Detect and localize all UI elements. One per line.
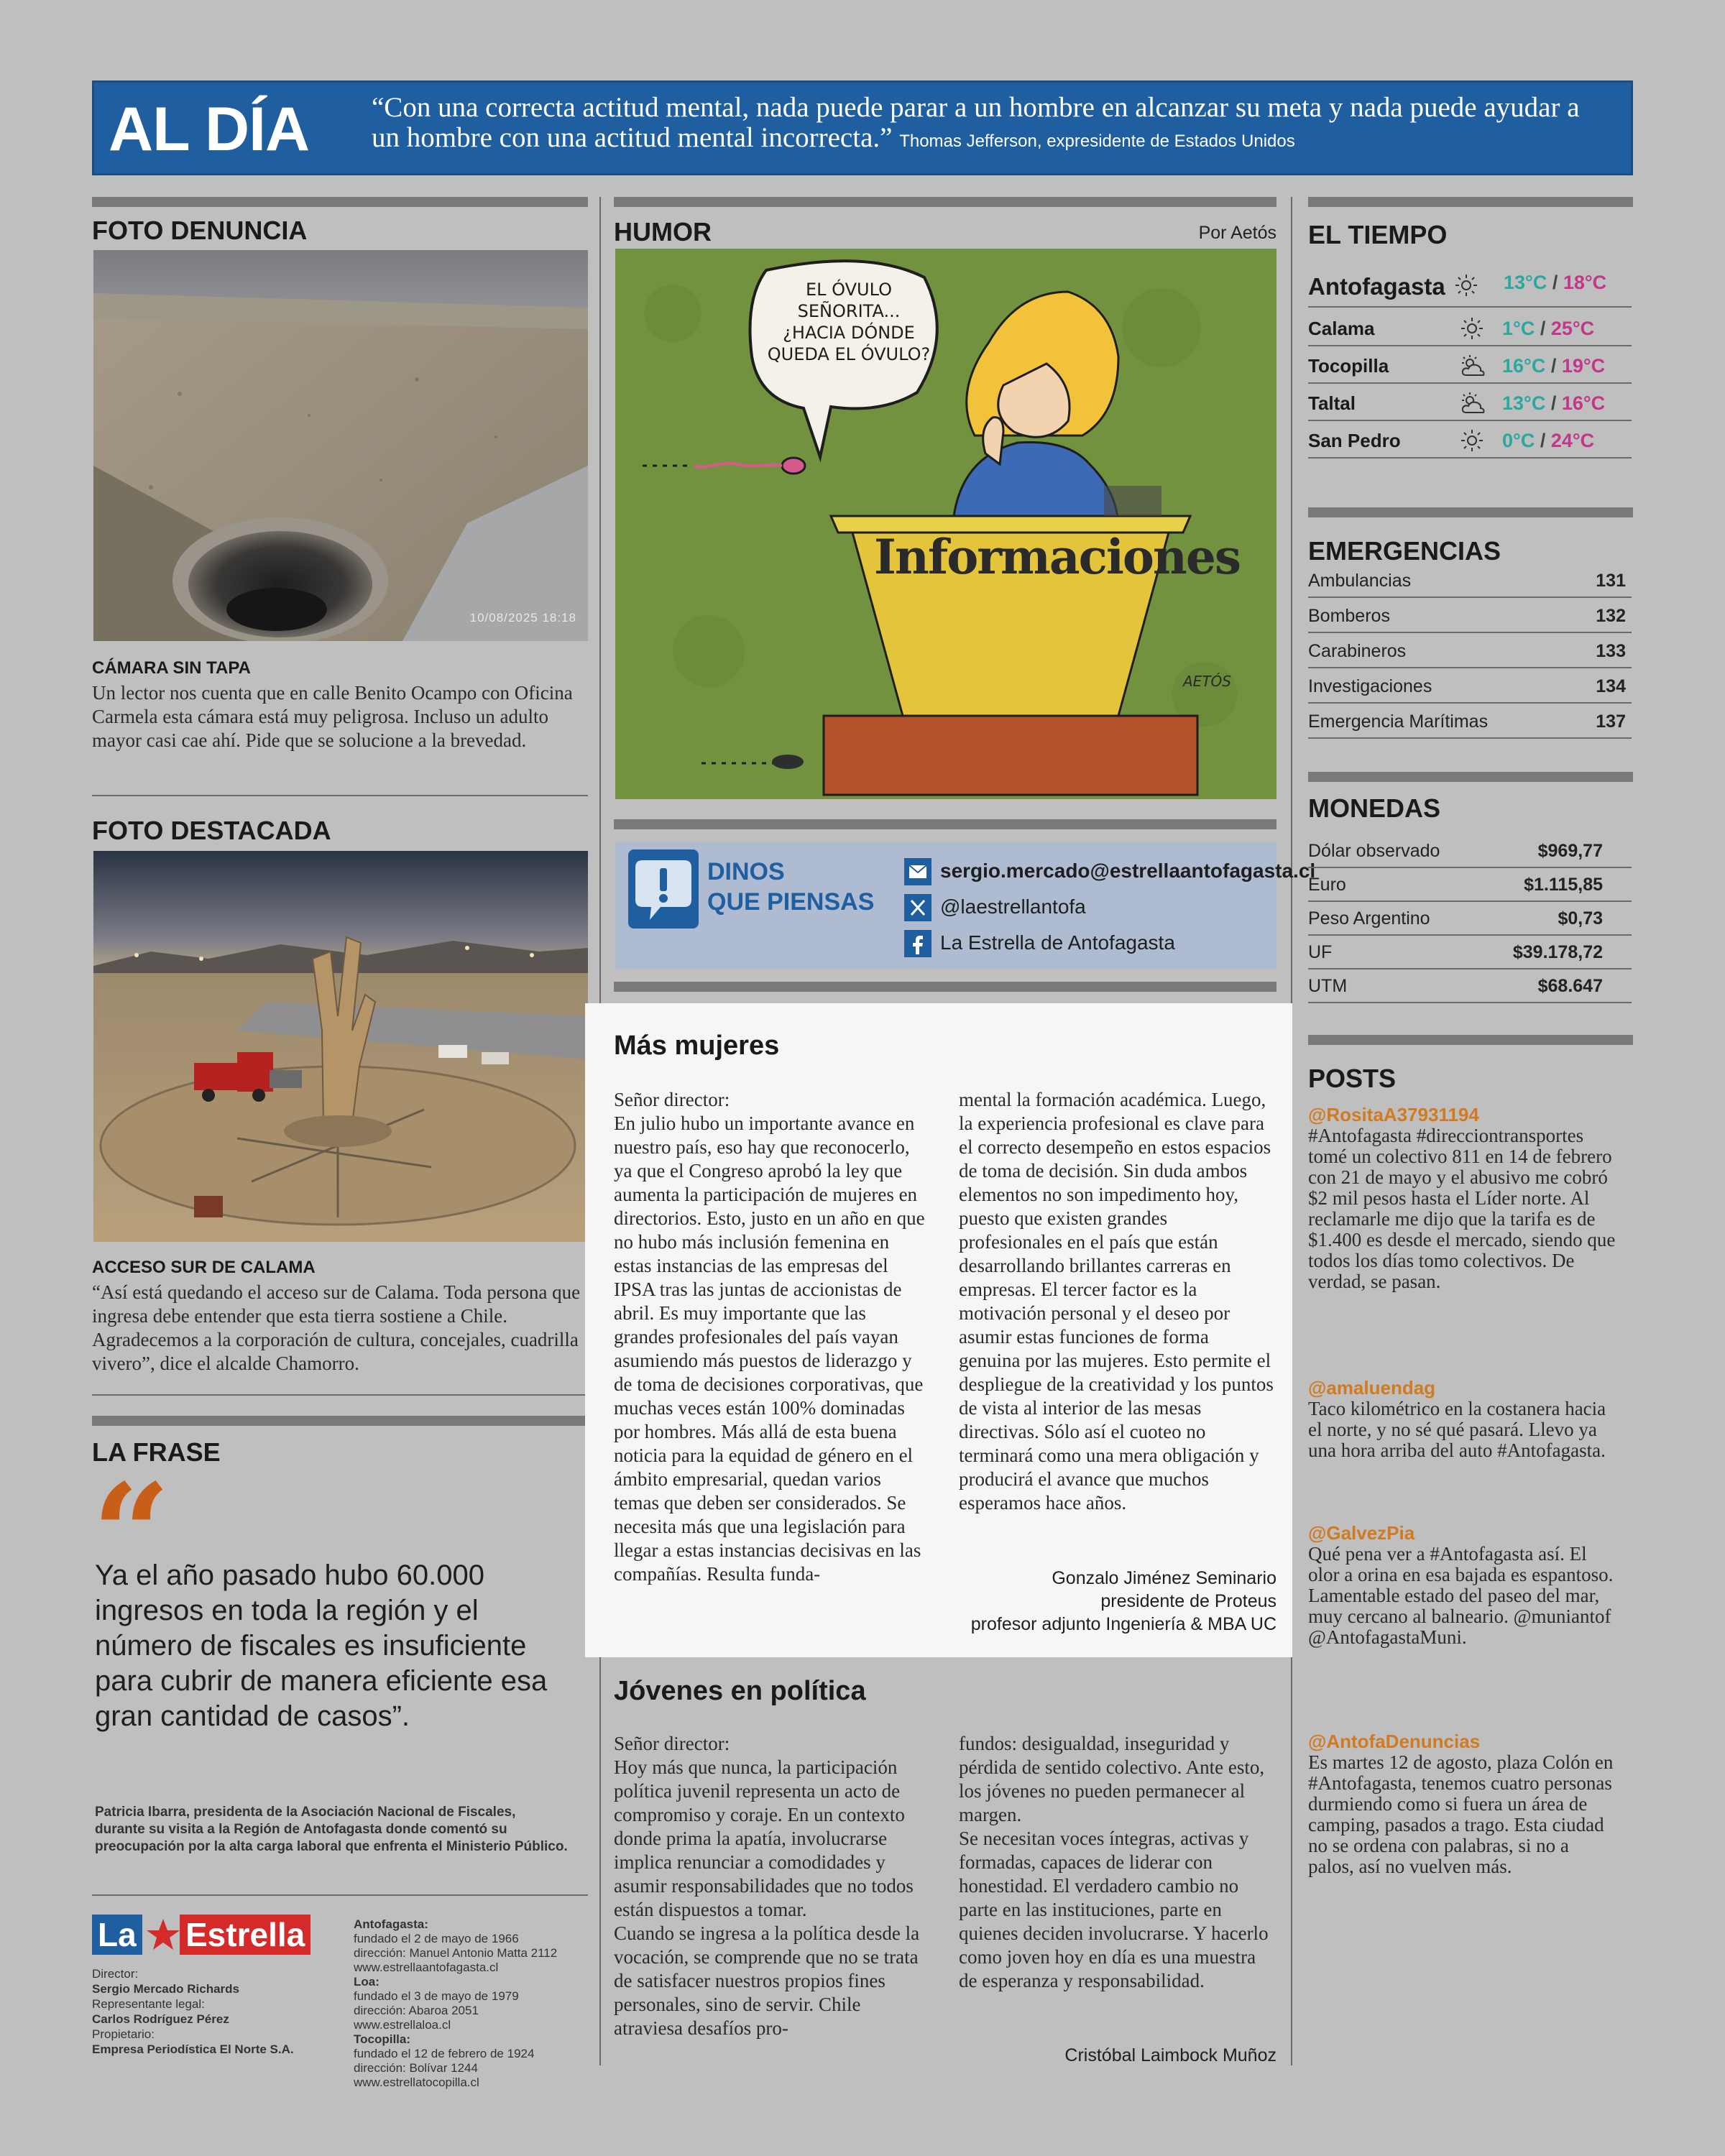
weather-city: Calama [1308, 318, 1375, 339]
currency-value: $68.647 [1537, 976, 1603, 996]
post-handle[interactable]: @amaluendag [1308, 1377, 1436, 1399]
edition-loa [354, 1975, 591, 2032]
edition-city: Loa: [354, 1975, 380, 1989]
post-text: Es martes 12 de agosto, plaza Colón en #Antofagasta, tenemos cuatro personas durmiendo como si fuera un área de camping, pasados a trago. Esta ciudad no se ordena con palabras, si no a palos, así no vuelven más. [1308, 1751, 1614, 1877]
manhole-image [93, 250, 588, 641]
currency-value: $0,73 [1558, 908, 1603, 929]
masthead-staff [92, 1966, 329, 2057]
currency-label: UF [1308, 942, 1333, 962]
post-text: Taco kilométrico en la costanera hacia el norte, y no sé qué pasará. Llevo ya una hora arriba del auto #Antofagasta. [1308, 1398, 1606, 1461]
weather-temps [1502, 392, 1605, 415]
emergency-label: Carabineros [1308, 641, 1407, 661]
foto-destacada-photo [93, 851, 588, 1242]
currency-row [1308, 901, 1632, 936]
quote-mark-icon: “ [92, 1454, 171, 1614]
temp-min: 16°C [1502, 355, 1546, 377]
letter1-column2: mental la formación académica. Luego, la experiencia profesional es clave para el correcto desempeño en estos espacios de toma de decisión. Sin duda ambos elementos no son impedimento hoy, puesto que existen grandes profesionales en el país que están desarrollando brillantes carreras en empresas. El tercer factor es la motivación personal y el deseo por asumir estas funciones de forma genuina por las mujeres. Esto permite el despliegue de la creatividad y los puntos de vista al interior de las mesas directivas. Sólo así el cuoteo no terminará como una mera obligación y producirá el avance que muchos esperamos hace años. [959, 1089, 1274, 1514]
currency-label: UTM [1308, 976, 1348, 996]
quote-author: Thomas Jefferson, expresidente de Estados Unidos [899, 132, 1295, 151]
signature-name: Gonzalo Jiménez Seminario [1052, 1568, 1276, 1588]
masthead-editions [354, 1917, 591, 2090]
weather-row [1308, 267, 1632, 308]
x-icon [904, 894, 932, 921]
currency-label: Dólar observado [1308, 841, 1440, 861]
sun-cloud-icon [1458, 391, 1486, 415]
contact-title [707, 857, 874, 917]
divider [92, 1894, 588, 1896]
foto-denuncia-photo [93, 250, 588, 641]
currency-row [1308, 867, 1632, 902]
contact-title-line2: QUE PIENSAS [707, 888, 875, 916]
currency-row [1308, 834, 1632, 868]
emergency-label: Ambulancias [1308, 571, 1412, 591]
edition-address: dirección: Abaroa 2051 [354, 2004, 479, 2017]
currency-row [1308, 935, 1632, 969]
temp-separator: / [1545, 392, 1562, 414]
temp-separator: / [1535, 318, 1551, 339]
weather-temps [1502, 318, 1594, 340]
facebook-icon [904, 930, 932, 957]
currency-value: $969,77 [1537, 841, 1603, 861]
emergency-label: Investigaciones [1308, 676, 1432, 696]
foto-denuncia-caption: Un lector nos cuenta que en calle Benito Ocampo con Oficina Carmela esta cámara está muy peligrosa. Incluso un adulto mayor casi cae ahí. Pide que se solucione a la brevedad. [92, 682, 573, 751]
post-text: Qué pena ver a #Antofagasta así. El olor a orina en esa bajada es espantoso. Lamentable estado del paseo del mar, muy cercano al balneario. @muniantof @AntofagastaMuni. [1308, 1543, 1614, 1648]
emergency-label: Bomberos [1308, 606, 1390, 626]
newspaper-logo [92, 1915, 326, 1955]
director-label: Director: [92, 1967, 139, 1981]
foto-denuncia-heading: FOTO DENUNCIA [92, 216, 308, 245]
edition-city: Tocopilla: [354, 2032, 411, 2046]
posts-heading: POSTS [1308, 1064, 1397, 1093]
section-rule [1308, 197, 1633, 207]
edition-address: dirección: Manuel Antonio Matta 2112 [354, 1946, 558, 1960]
signature-role: profesor adjunto Ingeniería & MBA UC [970, 1614, 1276, 1634]
letter1-signature [959, 1567, 1276, 1636]
signature-role: presidente de Proteus [1100, 1591, 1276, 1611]
section-banner [92, 80, 1633, 175]
section-rule [1308, 507, 1633, 517]
emergency-value: 134 [1596, 676, 1626, 696]
emergency-value: 133 [1596, 641, 1626, 661]
weather-row [1308, 348, 1632, 384]
emergencias-heading: EMERGENCIAS [1308, 536, 1501, 566]
letter2-column1: Señor director: Hoy más que nunca, la participación política juvenil representa un acto de compromiso y coraje. En un contexto donde prima la apatía, involucrarse implica renunciar a comodidades y asumir responsabilidades que no todos están dispuestos a tomar. Cuando se ingresa a la política desde la vocación, se comprende que no se trata de satisfacer nuestros propios fines personales, sino de servir. Chile atraviesa desafíos pro- [614, 1733, 920, 2039]
foto-destacada-caption-title: ACCESO SUR DE CALAMA [92, 1258, 316, 1277]
temp-min: 13°C [1502, 392, 1546, 414]
letter1-title: Más mujeres [614, 1031, 780, 1061]
weather-temps [1502, 430, 1594, 452]
weather-row [1308, 310, 1632, 346]
temp-min: 13°C [1504, 272, 1547, 293]
weather-city: Taltal [1308, 392, 1356, 414]
edition-city: Antofagasta: [354, 1917, 428, 1931]
post-handle[interactable]: @RositaA37931194 [1308, 1104, 1479, 1125]
sun-cloud-icon [1458, 354, 1486, 378]
edition-founded: fundado el 2 de mayo de 1966 [354, 1932, 519, 1945]
la-frase-quote: Ya el año pasado hubo 60.000 ingresos en toda la región y el número de fiscales es insuficiente para cubrir de manera eficiente esa gran cantidad de casos”. [95, 1560, 548, 1732]
weather-temps [1502, 355, 1605, 377]
temp-separator: / [1535, 430, 1551, 451]
temp-min: 0°C [1502, 430, 1535, 451]
temp-max: 19°C [1561, 355, 1606, 377]
emergency-value: 132 [1596, 606, 1626, 626]
edition-web[interactable]: www.estrellatocopilla.cl [354, 2076, 479, 2089]
owner-name: Empresa Periodística El Norte S.A. [92, 2042, 294, 2056]
logo-part-left: La [92, 1915, 142, 1955]
section-rule [92, 1416, 588, 1426]
temp-max: 24°C [1550, 430, 1595, 451]
section-title: AL DÍA [109, 95, 310, 164]
post-handle[interactable]: @GalvezPia [1308, 1522, 1415, 1544]
humor-cartoon [615, 249, 1276, 799]
speech-bubble: EL ÓVULO SEÑORITA... ¿HACIA DÓNDE QUEDA EL ÓVULO? [767, 280, 931, 364]
edition-web[interactable]: www.estrellaloa.cl [354, 2018, 451, 2032]
contact-title-line1: DINOS [707, 858, 785, 885]
sun-icon [1458, 316, 1486, 341]
temp-max: 16°C [1561, 392, 1606, 414]
email-icon [904, 858, 932, 885]
emergency-row [1308, 704, 1632, 739]
contact-box [615, 842, 1316, 969]
temp-max: 18°C [1563, 272, 1607, 293]
letter2-title: Jóvenes en política [614, 1676, 866, 1706]
cartoon-drawing [615, 249, 1276, 799]
emergency-row [1308, 634, 1632, 668]
emergency-row [1308, 599, 1632, 633]
edition-antofagasta [354, 1917, 591, 1975]
monedas-heading: MONEDAS [1308, 793, 1441, 823]
la-frase-attribution: Patricia Ibarra, presidenta de la Asociación Nacional de Fiscales, durante su visita a la Región de Antofagasta donde comentó su preocupación por la alta carga laboral que enfrenta el Ministerio Público. [95, 1805, 568, 1854]
la-frase-heading: LA FRASE [92, 1437, 221, 1467]
letter2-column2: fundos: desigualdad, inseguridad y pérdida de sentido colectivo. Ante esto, los jóvenes no pueden permanecer al margen. Se necesitan voces íntegras, activas y formadas, capaces de liderar con honestidad. El verdadero cambio no parte en las instituciones, parte en quienes deciden involucrarse. Y hacerlo como joven hoy en día es una muestra de esperanza y responsabilidad. [959, 1733, 1269, 1991]
section-rule [1308, 772, 1633, 782]
foto-denuncia-caption-title: CÁMARA SIN TAPA [92, 658, 251, 678]
humor-byline: Por Aetós [1198, 223, 1276, 243]
letter2-signature: Cristóbal Laimbock Muñoz [1064, 2045, 1276, 2065]
rep-label: Representante legal: [92, 1997, 205, 2011]
section-rule [614, 197, 1276, 207]
currency-value: $39.178,72 [1512, 942, 1603, 962]
sun-icon [1452, 273, 1481, 298]
section-rule [614, 819, 1276, 829]
post-handle[interactable]: @AntofaDenuncias [1308, 1731, 1481, 1752]
logo-part-right: Estrella [180, 1915, 310, 1955]
edition-founded: fundado el 12 de febrero de 1924 [354, 2047, 535, 2060]
section-rule [1308, 1035, 1633, 1045]
calama-access-image [93, 851, 588, 1242]
emergency-row [1308, 669, 1632, 704]
weather-temps [1504, 272, 1606, 294]
emergency-value: 137 [1596, 711, 1626, 732]
director-name: Sergio Mercado Richards [92, 1982, 240, 1996]
cartoon-signature: AETÓS [1183, 673, 1231, 690]
emergency-row [1308, 563, 1632, 598]
divider [92, 795, 588, 796]
sun-icon [1458, 428, 1486, 453]
contact-x-handle[interactable]: @laestrellantofa [940, 895, 1086, 918]
weather-city: San Pedro [1308, 430, 1401, 451]
foto-destacada-caption: “Así está quedando el acceso sur de Calama. Toda persona que ingresa debe entender que esta tierra sostiene a Chile. Agradecemos a la corporación de cultura, concejales, cuadrilla vivero”, dice el alcalde Chamorro. [92, 1281, 581, 1374]
quote-text: “Con una correcta actitud mental, nada puede parar a un hombre en alcanzar su meta y nada puede ayudar a un hombre con una actitud mental incorrecta.” [372, 92, 1580, 153]
emergency-value: 131 [1596, 571, 1626, 591]
exclamation-icon [628, 849, 699, 929]
rep-name: Carlos Rodríguez Pérez [92, 2012, 229, 2026]
edition-founded: fundado el 3 de mayo de 1979 [354, 1989, 519, 2003]
section-rule [92, 197, 588, 207]
temp-min: 1°C [1502, 318, 1535, 339]
currency-label: Euro [1308, 875, 1346, 895]
foto-destacada-heading: FOTO DESTACADA [92, 816, 331, 845]
edition-address: dirección: Bolívar 1244 [354, 2061, 478, 2075]
temp-separator: / [1545, 355, 1562, 377]
currency-label: Peso Argentino [1308, 908, 1430, 929]
weather-row [1308, 423, 1632, 459]
temp-separator: / [1547, 272, 1563, 293]
banner-quote [372, 93, 1608, 157]
desk-sign: Informaciones [874, 529, 1241, 585]
section-rule [614, 982, 1276, 992]
star-icon [145, 1917, 181, 1952]
photo-timestamp: 10/08/2025 18:18 [469, 611, 576, 625]
weather-heading: EL TIEMPO [1308, 220, 1448, 249]
temp-max: 25°C [1550, 318, 1595, 339]
contact-facebook[interactable]: La Estrella de Antofagasta [940, 931, 1175, 954]
weather-row [1308, 385, 1632, 421]
divider [92, 1394, 588, 1396]
humor-heading: HUMOR [614, 217, 712, 247]
currency-value: $1.115,85 [1524, 875, 1603, 895]
edition-web[interactable]: www.estrellaantofagasta.cl [354, 1961, 499, 1974]
emergency-label: Emergencia Marítimas [1308, 711, 1489, 732]
edition-tocopilla [354, 2032, 591, 2090]
letter1-column1: Señor director: En julio hubo un importante avance en nuestro país, eso hay que reconocerlo, ya que el Congreso aprobó la ley que aumenta la participación de mujeres en directorios. Esto, justo en un año en que no hubo más inclusión femenina en estas instancias de las empresas del IPSA tras las juntas de accionistas de abril. Es muy importante que las grandes profesionales del país vayan asumiendo más puestos de liderazgo y de toma de decisiones corporativas, que muchas veces están 100% dominadas por hombres. Más allá de esta buena noticia para la equidad de género en el ámbito empresarial, quedan varios temas que deben ser considerados. Se necesita más que una legislación para llegar a estas instancias decisivas en las compañías. Resulta funda- [614, 1089, 925, 1585]
contact-email[interactable]: sergio.mercado@estrellaantofagasta.cl [940, 860, 1316, 882]
post-text: #Antofagasta #direcciontransportes tomé un colectivo 811 en 14 de febrero con 21 de mayo y el abusivo me cobró $2 mil pesos hasta el Líder norte. Al reclamarle me dijo que la tarifa es de $1.400 es desde el mercado, siendo que todos los días tomo colectivos. De verdad, se pasan. [1308, 1125, 1616, 1292]
owner-label: Propietario: [92, 2027, 155, 2041]
currency-row [1308, 969, 1632, 1003]
weather-city: Antofagasta [1308, 273, 1445, 300]
weather-city: Tocopilla [1308, 355, 1389, 377]
